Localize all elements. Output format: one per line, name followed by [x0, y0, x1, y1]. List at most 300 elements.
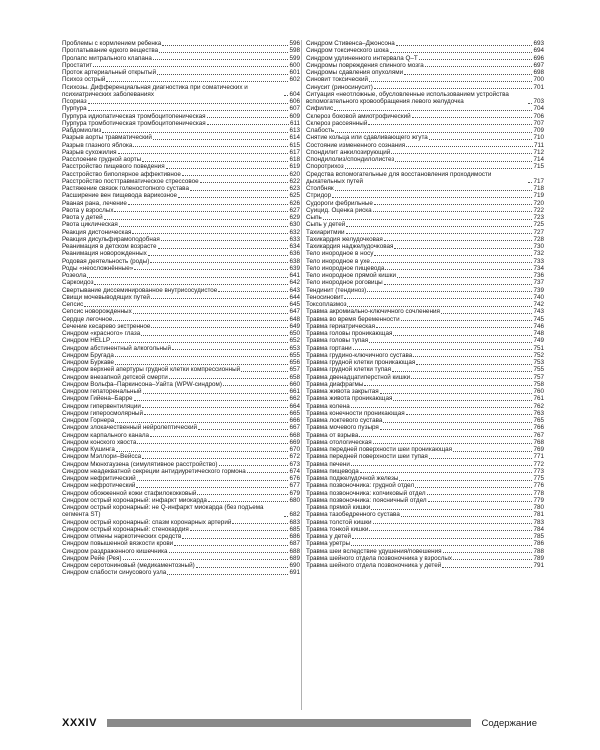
dot-leader — [401, 516, 533, 517]
toc-entry-title: Родовая деятельность (роды) — [62, 257, 150, 265]
dot-leader — [151, 327, 288, 328]
toc-entry — [62, 490, 300, 497]
toc-entry-page: 710 — [533, 134, 544, 142]
dot-leader — [106, 81, 288, 82]
toc-entry-title: Травма конечности проникающая — [306, 409, 405, 417]
toc-entry-title: Синдром гепаторенальный — [62, 388, 142, 395]
toc-entry-page: 683 — [289, 518, 300, 526]
dot-leader — [406, 146, 533, 147]
toc-entry-page: 698 — [533, 69, 544, 76]
toc-entry-page: 655 — [289, 351, 300, 359]
toc-entry — [62, 352, 300, 359]
toc-entry-title: Свищи мочевыводящих путей — [62, 293, 150, 301]
toc-entry — [306, 250, 544, 257]
toc-entry-title: Склероз боковой амиотрофический — [306, 112, 411, 120]
toc-entry-page: 600 — [289, 61, 300, 69]
toc-entry-title: Разрыв глазного яблока — [62, 141, 133, 149]
dot-leader — [373, 523, 533, 524]
toc-entry-page: 679 — [289, 489, 300, 497]
dot-leader — [190, 530, 289, 531]
toc-entry — [62, 316, 300, 323]
toc-entry-title: Реакция дистоническая — [62, 228, 132, 236]
toc-entry-title: Синдром серотониновый (медикаментозный) — [62, 562, 195, 569]
toc-entry-page: 639 — [289, 264, 300, 272]
toc-entry-page: 715 — [533, 163, 544, 171]
toc-entry-page: 734 — [533, 264, 544, 272]
toc-entry-title: Расслоение грудной аорты — [62, 156, 142, 163]
toc-entry-page: 630 — [289, 221, 300, 229]
dot-leader — [133, 313, 289, 314]
dot-leader — [88, 110, 289, 111]
toc-entry-page: 615 — [289, 141, 300, 149]
toc-entry-title: Травма передней поверхности шеи проникающая — [306, 446, 453, 453]
toc-entry — [62, 279, 300, 286]
dot-leader — [371, 262, 533, 263]
dot-leader — [415, 487, 532, 488]
toc-entry — [62, 555, 300, 562]
dot-leader — [374, 88, 533, 89]
toc-entry — [306, 403, 544, 410]
toc-entry-page: 707 — [533, 119, 544, 127]
toc-entry — [62, 272, 300, 279]
dot-leader — [142, 407, 289, 408]
dot-leader — [453, 451, 532, 452]
toc-entry-title: Синдромы повреждения спинного мозга — [306, 61, 424, 69]
dot-leader — [104, 219, 289, 220]
toc-entry — [62, 113, 300, 120]
dot-leader — [391, 153, 532, 154]
toc-entry — [306, 417, 544, 424]
toc-entry-title: Травма диафрагмы — [306, 380, 364, 388]
toc-entry — [306, 221, 544, 228]
dot-leader — [332, 197, 532, 198]
toc-entry — [306, 330, 544, 337]
toc-entry-title: Синдром гиперосмолярный — [62, 409, 143, 417]
toc-entry — [62, 395, 300, 402]
toc-entry-title: Травма прямой кишки — [306, 504, 371, 511]
toc-entry-page: 739 — [533, 286, 544, 294]
toc-entry-page: 704 — [533, 105, 544, 113]
toc-entry-title: Травма позвоночника: грудной отдел — [306, 482, 415, 490]
toc-entry-title: Разрыв сухожилия — [62, 148, 117, 156]
toc-entry-page: 641 — [289, 272, 300, 279]
dot-leader — [401, 320, 533, 321]
toc-entry-title: Пурпура идиопатическая тромбоцитопеническая — [62, 112, 206, 120]
toc-entry — [62, 105, 300, 112]
toc-entry-title: Тело инородное пищевода — [306, 264, 385, 272]
dot-leader — [137, 443, 288, 444]
toc-entry-page: 779 — [533, 496, 544, 504]
toc-entry — [306, 47, 544, 54]
toc-entry-page: 690 — [289, 562, 300, 569]
toc-entry-title: Судороги фебрильные — [306, 199, 373, 207]
toc-entry — [62, 366, 300, 373]
dot-leader — [411, 378, 532, 379]
toc-entry-page: 643 — [289, 286, 300, 294]
toc-entry-page: 727 — [533, 228, 544, 236]
toc-entry-page: 656 — [289, 359, 300, 366]
dot-leader — [150, 262, 288, 263]
toc-entry — [62, 381, 300, 388]
dot-leader — [142, 161, 288, 162]
dot-leader — [346, 226, 532, 227]
toc-entry-title: Синдром неадекватной секреции антидиуретического гормона — [62, 467, 246, 475]
dot-leader — [395, 161, 532, 162]
dot-leader — [241, 371, 288, 372]
toc-entry — [62, 62, 300, 69]
toc-entry-title: Травма тонкой кишки — [306, 525, 369, 533]
toc-entry-page: 674 — [289, 467, 300, 475]
toc-entry — [306, 497, 544, 504]
toc-entry — [62, 287, 300, 294]
toc-entry-page: 758 — [533, 380, 544, 388]
toc-entry — [62, 236, 300, 243]
dot-leader — [369, 342, 532, 343]
toc-entry — [62, 192, 300, 199]
toc-entry-page: 633 — [289, 235, 300, 243]
toc-entry-page: 742 — [533, 301, 544, 308]
dot-leader — [346, 233, 533, 234]
toc-entry — [306, 113, 544, 120]
toc-entry-title: Слабость — [306, 127, 335, 134]
toc-entry-title: Расстройство биполярное аффективное — [62, 170, 181, 178]
toc-entry-title: Сепсис новорожденных — [62, 308, 132, 316]
toc-entry — [306, 540, 544, 547]
dot-leader — [384, 240, 533, 241]
toc-entry-page: 746 — [533, 322, 544, 330]
dot-leader — [360, 472, 533, 473]
toc-entry-page: 720 — [533, 199, 544, 207]
toc-entry-title: Синдром злокачественный нейролептический — [62, 424, 198, 432]
toc-entry — [62, 301, 300, 308]
toc-entry-title: Травма акромиально-ключичного сочленения — [306, 308, 440, 316]
toc-entry-page: 653 — [289, 344, 300, 352]
dot-leader — [394, 248, 532, 249]
toc-entry — [306, 482, 544, 489]
dot-leader — [528, 103, 532, 104]
toc-entry-title: Травма локтевого сустава — [306, 417, 383, 424]
toc-entry-title: Синдром слабости синусового узла — [62, 569, 167, 577]
toc-entry-title: Синдром Бругада — [62, 351, 114, 359]
toc-entry — [306, 301, 544, 308]
dot-leader — [153, 59, 289, 60]
toc-entry — [306, 163, 544, 170]
toc-entry-page: 596 — [289, 40, 300, 47]
toc-entry — [306, 236, 544, 243]
toc-entry — [62, 548, 300, 555]
toc-entry — [62, 519, 300, 526]
toc-entry-title: Травма грудной клетки тупая — [306, 366, 392, 374]
toc-entry — [306, 533, 544, 540]
toc-entry-title: Тендинит (тендиноз) — [306, 286, 367, 294]
toc-entry — [62, 432, 300, 439]
toc-entry — [306, 555, 544, 562]
toc-entry — [306, 272, 544, 279]
dot-leader — [128, 204, 289, 205]
toc-entry-title: Травма грудной клетки проникающая — [306, 359, 416, 366]
dot-leader — [441, 313, 533, 314]
toc-entry-title: Синдром гипервентиляции — [62, 402, 141, 410]
toc-entry-page: 737 — [533, 279, 544, 287]
toc-entry-page: 701 — [533, 83, 544, 91]
dot-leader — [219, 465, 289, 466]
toc-entry-page: 688 — [289, 547, 300, 555]
toc-entry-page: 728 — [533, 235, 544, 243]
toc-entry-title: Травма позвоночника: поясничный отдел — [306, 496, 427, 504]
toc-entry-title: Травма шейного отдела позвоночника у детей — [306, 562, 442, 569]
toc-entry — [62, 120, 300, 127]
toc-entry-title: Сифилис — [306, 105, 334, 113]
toc-entry — [62, 149, 300, 156]
dot-leader — [161, 240, 289, 241]
toc-entry-page: 661 — [289, 388, 300, 395]
dot-leader — [232, 523, 288, 524]
toc-entry-title: Синдром верхней апертуры грудной клетки компрессионный — [62, 366, 241, 374]
dot-leader — [384, 284, 533, 285]
dot-leader — [172, 349, 288, 350]
dot-leader — [383, 422, 532, 423]
toc-entry-title: Синдром Буркаве — [62, 359, 115, 366]
toc-entry-page: 673 — [289, 460, 300, 468]
toc-entry-title: Рвота циклическая — [62, 221, 118, 229]
toc-entry-title: Травма шейного отдела позвоночника у взрослых — [306, 554, 453, 562]
toc-entry-page: 625 — [289, 192, 300, 200]
dot-leader — [134, 269, 288, 270]
toc-entry-page: 752 — [533, 351, 544, 359]
dot-leader — [158, 248, 289, 249]
toc-entry-page: 648 — [289, 315, 300, 323]
dot-leader — [153, 139, 289, 140]
toc-entry-title: Травма гортани — [306, 344, 352, 352]
dot-leader — [143, 393, 289, 394]
dot-leader — [374, 255, 532, 256]
toc-entry — [62, 185, 300, 192]
dot-leader — [393, 335, 532, 336]
dot-leader — [399, 480, 532, 481]
toc-entry-title: Спондилит анкилозирующий — [306, 148, 391, 156]
toc-entry-page: 606 — [289, 98, 300, 105]
toc-entry-title: Травма головы тупая — [306, 337, 369, 345]
dot-leader — [207, 124, 289, 125]
toc-entry-page: 719 — [533, 192, 544, 200]
toc-entry-title: Сыпь у детей — [306, 221, 346, 229]
toc-entry-title: Проглатывание едкого вещества — [62, 47, 159, 55]
toc-entry-title: Травма головы проникающая — [306, 330, 393, 337]
toc-entry-title: Травма живота закрытая — [306, 388, 379, 395]
dot-leader — [373, 443, 533, 444]
toc-entry-title: Снятие кольца или сдавливающего жгута — [306, 134, 428, 142]
toc-entry — [306, 192, 544, 199]
toc-entry — [62, 134, 300, 141]
dot-leader — [347, 306, 532, 307]
toc-entry — [306, 352, 544, 359]
toc-column-left — [62, 40, 300, 577]
dot-leader — [368, 124, 532, 125]
footer-folio-box — [62, 713, 107, 730]
toc-entry-page: 680 — [289, 496, 300, 504]
dot-leader — [284, 95, 288, 96]
toc-entry — [62, 468, 300, 475]
toc-entry — [62, 330, 300, 337]
toc-entry-title: Синдром токсического шока — [306, 47, 389, 55]
toc-entry-title: Травма колена — [306, 402, 350, 410]
toc-entry-title: Синдром удлиненного интервала Q–T — [306, 54, 418, 62]
toc-entry-page: 717 — [533, 177, 544, 185]
toc-entry — [306, 207, 544, 214]
toc-entry-page: 771 — [533, 453, 544, 461]
toc-entry — [62, 258, 300, 265]
toc-entry — [306, 468, 544, 475]
toc-entry-title: Синдром раздраженного кишечника — [62, 547, 168, 555]
toc-entry — [306, 265, 544, 272]
toc-entry-title: Синдром повышенной вязкости крови — [62, 540, 174, 548]
toc-entry-title: Тело инородное в ухе — [306, 257, 370, 265]
dot-leader — [369, 530, 532, 531]
dot-leader — [119, 226, 289, 227]
toc-entry — [62, 98, 300, 105]
dot-leader — [335, 190, 533, 191]
toc-entry-title: Синдром абстинентный алкогольный — [62, 344, 171, 352]
toc-entry-page: 714 — [533, 156, 544, 163]
toc-entry-title: Тело инородное прямой кишки — [306, 272, 396, 279]
toc-entry-page: 748 — [533, 330, 544, 337]
dot-leader — [196, 567, 289, 568]
toc-entry-title: Рвота у взрослых — [62, 206, 114, 214]
toc-entry-title: Синдром внезапной детской смерти — [62, 373, 168, 381]
dot-leader — [284, 516, 288, 517]
toc-entry-title: Пурпура тромботическая тромбоцитопеническая — [62, 119, 206, 127]
toc-entry-title: Сепсис — [62, 301, 84, 308]
toc-entry-page: 622 — [289, 177, 300, 185]
dot-leader — [114, 211, 288, 212]
toc-entry-title: Реакция дисульфирамоподобная — [62, 235, 160, 243]
toc-entry-page: 649 — [289, 322, 300, 330]
toc-entry — [62, 461, 300, 468]
toc-entry-title: Роды «неосложнённые» — [62, 264, 134, 272]
toc-entry-page: 700 — [533, 76, 544, 84]
toc-entry-page: 638 — [289, 257, 300, 265]
toc-entry-page: 645 — [289, 301, 300, 308]
toc-entry-title: Розеола — [62, 272, 87, 279]
toc-entry-page: 689 — [289, 554, 300, 562]
toc-entry-page: 644 — [289, 293, 300, 301]
dot-leader — [406, 414, 533, 415]
toc-entry-title: Рвота у детей — [62, 214, 103, 221]
dot-leader — [335, 132, 532, 133]
toc-entry-title: Проток артериальный открытый — [62, 69, 157, 76]
dot-leader — [380, 393, 533, 394]
toc-entry — [306, 55, 544, 62]
toc-entry-title: Псориаз — [62, 98, 87, 105]
dot-leader — [136, 487, 288, 488]
toc-entry — [62, 482, 300, 489]
toc-entry-page: 670 — [289, 446, 300, 453]
dot-leader — [218, 291, 288, 292]
toc-entry — [306, 439, 544, 446]
toc-entry — [306, 258, 544, 265]
toc-entry-title: Пурпура — [62, 105, 87, 113]
toc-entry-title: Реанимация новорожденных — [62, 250, 147, 258]
toc-entry-page: 623 — [289, 185, 300, 192]
toc-entry-title: Травма у детей — [306, 533, 352, 540]
toc-entry — [62, 410, 300, 417]
dot-leader — [425, 66, 533, 67]
dot-leader — [429, 458, 533, 459]
toc-entry — [306, 461, 544, 468]
toc-entry — [306, 149, 544, 156]
toc-entry — [62, 250, 300, 257]
dot-leader — [118, 153, 289, 154]
toc-entry-title: Травма печени — [306, 460, 350, 468]
toc-entry — [62, 294, 300, 301]
dot-leader — [207, 117, 289, 118]
dot-leader — [351, 407, 533, 408]
toc-entry-page: 725 — [533, 221, 544, 229]
dot-leader — [374, 204, 533, 205]
toc-entry — [62, 214, 300, 221]
dot-leader — [174, 545, 288, 546]
toc-entry — [306, 323, 544, 330]
toc-entry — [306, 84, 544, 91]
toc-entry-page: 732 — [533, 250, 544, 258]
toc-entry — [306, 127, 544, 134]
toc-entry-title: Травма пищевода — [306, 467, 359, 475]
dot-leader — [223, 385, 289, 386]
toc-entry-title: Теносиновит — [306, 293, 344, 301]
toc-entry-page: 743 — [533, 308, 544, 316]
toc-entry-page: 778 — [533, 489, 544, 497]
dot-leader — [151, 298, 289, 299]
toc-entry-title: Расстройство посттравматическое стрессовое — [62, 177, 199, 185]
dot-leader — [528, 182, 532, 183]
toc-entry-page: 763 — [533, 409, 544, 417]
toc-entry-page: 694 — [533, 47, 544, 55]
toc-entry-page: 634 — [289, 243, 300, 250]
dot-leader — [390, 52, 533, 53]
toc-entry-title: Разрыв аорты травматический — [62, 134, 152, 142]
toc-entry-page: 601 — [289, 69, 300, 76]
dot-leader — [162, 45, 288, 46]
toc-entry-title: Спондилолиз/спондилолистез — [306, 156, 395, 163]
toc-entry-page: 668 — [289, 431, 300, 439]
toc-entry-page: 611 — [289, 119, 300, 127]
toc-entry-title: Синовит токсический — [306, 76, 369, 84]
toc-entry-title: Растяжение связок голеностопного сустава — [62, 185, 189, 192]
dot-leader — [94, 284, 288, 285]
toc-entry-page: 642 — [289, 279, 300, 287]
dot-leader — [345, 168, 533, 169]
dot-leader — [351, 545, 532, 546]
toc-entry — [62, 163, 300, 170]
dot-leader — [148, 255, 289, 256]
toc-entry — [62, 47, 300, 54]
toc-entry-page: 780 — [533, 504, 544, 511]
toc-entry-page: 602 — [289, 76, 300, 84]
toc-entry-title: Сыпь — [306, 214, 322, 221]
toc-entry-page: 696 — [533, 54, 544, 62]
toc-entry-page: 730 — [533, 243, 544, 250]
toc-entry-title: Ситуация «неотложные, обусловленные использованием устройства вспомогательного кровообращения левого желудочка — [306, 90, 509, 105]
toc-entry-page: 712 — [533, 148, 544, 156]
toc-entry — [62, 178, 300, 185]
dot-leader — [102, 132, 288, 133]
toc-entry — [306, 294, 544, 301]
toc-entry-title: Тахикардия наджелудочковая — [306, 243, 394, 250]
toc-entry-page: 753 — [533, 359, 544, 366]
toc-entry-title: Средства вспомогательные для восстановления проходимости дыхательных путей — [306, 170, 492, 185]
toc-entry — [62, 497, 300, 504]
dot-leader — [352, 538, 532, 539]
